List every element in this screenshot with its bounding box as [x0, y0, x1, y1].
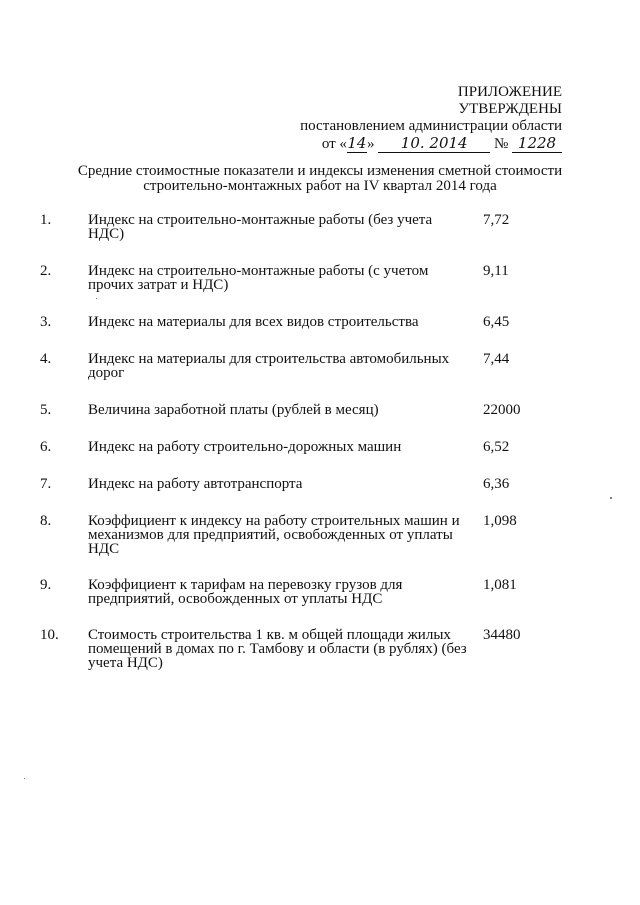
date-number-line: [300, 135, 562, 153]
item-text: Величина заработной платы (рублей в месяц): [88, 402, 379, 418]
item-number: 9.: [40, 577, 52, 593]
item-number: 2.: [40, 263, 52, 279]
resolution-label: постановлением администрации области: [300, 118, 562, 134]
item-text: Стоимость строительства 1 кв. м общей площади жилых помещений в домах по г. Тамбову и области (в рублях) (без учета НДС): [88, 627, 467, 671]
approved-label: УТВЕРЖДЕНЫ: [458, 101, 562, 117]
item-text: Коэффициент к индексу на работу строительных машин и механизмов для предприятий, освобожденных от уплаты НДС: [88, 513, 460, 557]
appendix-label: ПРИЛОЖЕНИЕ: [457, 84, 562, 100]
item-value: 1,098: [483, 513, 517, 529]
item-number: 10.: [40, 627, 59, 643]
item-value: 7,44: [483, 351, 510, 367]
item-number: 5.: [40, 402, 52, 418]
item-number: 3.: [40, 314, 52, 330]
item-text: Индекс на материалы для строительства автомобильных дорог: [88, 351, 450, 381]
item-text: Коэффициент к тарифам на перевозку грузов для предприятий, освобожденных от уплаты НДС: [88, 577, 403, 607]
item-text: Индекс на строительно-монтажные работы (с учетом прочих затрат и НДС): [88, 263, 429, 293]
title-line-2: строительно-монтажных работ на IV квартал 2014 года: [143, 178, 497, 194]
item-text: Индекс на работу автотранспорта: [88, 476, 303, 492]
item-value: 34480: [483, 627, 521, 643]
item-text: Индекс на материалы для всех видов строительства: [88, 314, 419, 330]
item-number: 1.: [40, 212, 52, 228]
date-day: 14: [347, 134, 367, 152]
item-number: 7.: [40, 476, 52, 492]
document-title: [40, 164, 600, 194]
number-prefix: №: [493, 136, 509, 152]
item-value: 7,72: [483, 212, 510, 228]
item-value: 6,45: [483, 314, 510, 330]
item-number: 6.: [40, 439, 52, 455]
approval-header: [300, 84, 562, 153]
item-text: Индекс на строительно-монтажные работы (без учета НДС): [88, 212, 433, 242]
date-prefix: от «: [321, 136, 347, 152]
scan-speck: [610, 497, 612, 499]
item-text: Индекс на работу строительно-дорожных машин: [88, 439, 402, 455]
date-mid: »: [366, 136, 375, 152]
item-number: 4.: [40, 351, 52, 367]
item-value: 6,36: [483, 476, 510, 492]
item-value: 6,52: [483, 439, 510, 455]
scan-speck: [24, 778, 25, 779]
document-number: 1228: [512, 135, 562, 153]
scan-speck: [96, 298, 97, 299]
date-month-year: 10. 2014: [378, 135, 490, 153]
item-value: 1,081: [483, 577, 517, 593]
item-number: 8.: [40, 513, 52, 529]
item-value: 9,11: [483, 263, 509, 279]
item-value: 22000: [483, 402, 521, 418]
title-line-1: Средние стоимостные показатели и индексы изменения сметной стоимости: [77, 163, 563, 179]
